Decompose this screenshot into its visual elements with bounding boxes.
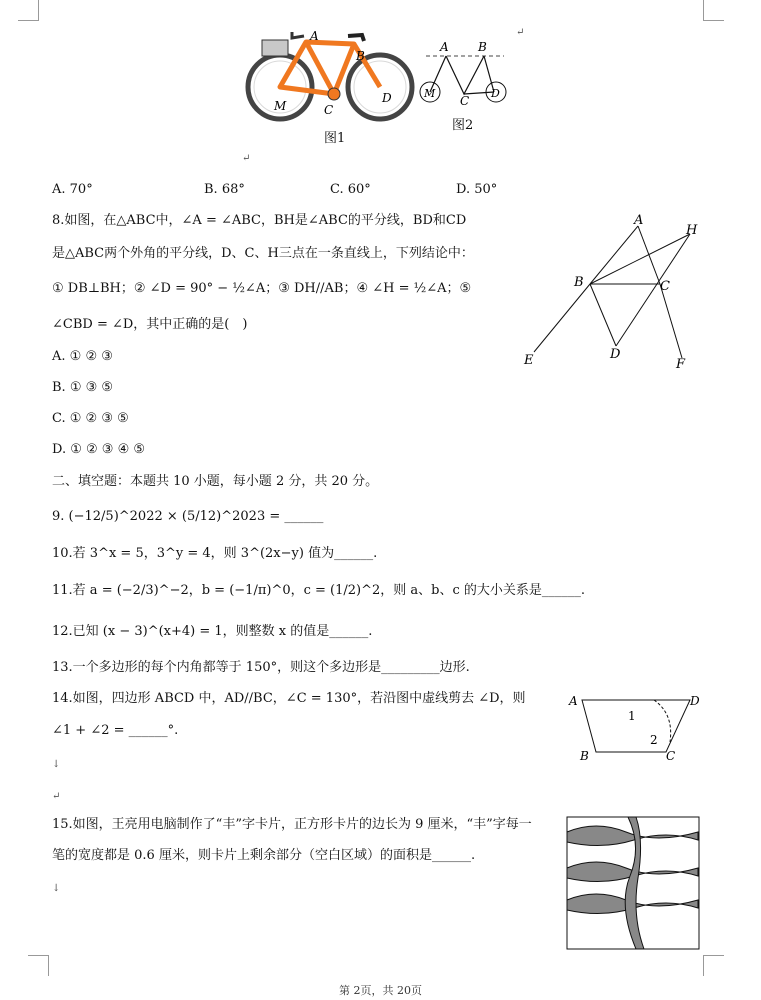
fig2-schematic	[416, 38, 512, 106]
fig2-caption: 图2	[452, 118, 474, 133]
q8-label-B: B	[574, 275, 584, 290]
q14-trapezoid-figure	[566, 690, 702, 766]
crop-mark-bottom-right	[703, 955, 724, 976]
q8-label-A: A	[634, 213, 644, 228]
q8-label-F: F	[676, 357, 686, 372]
bike-label-M: M	[274, 99, 287, 113]
section-2-heading: 二、填空题：本题共 10 小题，每小题 2 分，共 20 分。	[52, 474, 379, 489]
q8-option-a: A. ① ② ③	[52, 349, 113, 364]
q8-line-1: 8.如图，在△ABC中，∠A = ∠ABC，BH是∠ABC的平分线，BD和CD	[52, 213, 467, 228]
q7-option-b: B. 68°	[204, 182, 245, 197]
q7-option-c: C. 60°	[330, 182, 371, 197]
q7-option-d: D. 50°	[456, 182, 498, 197]
q8-label-H: H	[686, 223, 698, 238]
q8-line-3: ① DB⊥BH；② ∠D = 90° − ½∠A；③ DH//AB；④ ∠H = ½∠A；⑤	[52, 281, 472, 296]
crop-mark-top-right	[703, 0, 724, 21]
bike-label-C: C	[324, 103, 334, 117]
q14-label-1: 1	[628, 709, 636, 723]
q14-label-B: B	[580, 749, 589, 763]
q8-line-4: ∠CBD = ∠D，其中正确的是( )	[52, 317, 248, 332]
crop-mark-bottom-left	[28, 955, 49, 976]
q15-card-figure	[566, 816, 700, 950]
q8-label-D: D	[610, 347, 621, 362]
q14-label-A: A	[569, 694, 578, 708]
question-10: 10.若 3^x = 5，3^y = 4，则 3^(2x−y) 值为______.	[52, 546, 378, 561]
bike-frame	[280, 42, 380, 94]
bike-label-A: A	[310, 29, 319, 43]
q8-option-b: B. ① ③ ⑤	[52, 380, 114, 395]
fig1-caption: 图1	[324, 131, 346, 146]
paragraph-mark: ↓	[52, 759, 61, 770]
q14-label-2: 2	[650, 733, 658, 747]
q8-option-c: C. ① ② ③ ⑤	[52, 411, 129, 426]
q8-geometry-figure	[520, 212, 700, 372]
bicycle-figure	[244, 22, 416, 124]
bike-basket	[262, 40, 288, 56]
fig2-label-A: A	[440, 40, 449, 54]
paragraph-mark: ↵	[52, 791, 61, 802]
bike-label-D: D	[382, 91, 392, 105]
question-13: 13.一个多边形的每个内角都等于 150°，则这个多边形是_________边形.	[52, 660, 470, 675]
fig2-label-M: M	[424, 87, 436, 100]
q14-label-D: D	[690, 694, 700, 708]
question-12: 12.已知 (x − 3)^(x+4) = 1，则整数 x 的值是______.	[52, 624, 373, 639]
paragraph-mark: ↵	[516, 27, 525, 38]
q8-label-C: C	[660, 279, 670, 294]
q14-line-1: 14.如图，四边形 ABCD 中，AD//BC，∠C = 130°，若沿图中虚线剪去 ∠D，则	[52, 691, 526, 706]
fig2-label-B: B	[478, 40, 487, 54]
q8-line-2: 是△ABC两个外角的平分线，D、C、H三点在一条直线上，下列结论中：	[52, 246, 474, 261]
crop-mark-top-left	[18, 0, 39, 21]
q7-option-a: A. 70°	[52, 182, 93, 197]
page-footer: 第 2页，共 20页	[339, 984, 422, 997]
paragraph-mark: ↵	[242, 153, 251, 164]
question-11: 11.若 a = (−2/3)^−2，b = (−1/π)^0，c = (1/2)^2，则 a、b、c 的大小关系是______.	[52, 583, 586, 598]
q14-label-C: C	[666, 749, 676, 763]
q8-label-E: E	[524, 353, 534, 368]
bike-label-B: B	[356, 49, 365, 63]
fig2-label-D: D	[491, 87, 500, 100]
fig2-label-C: C	[460, 94, 470, 106]
paragraph-mark: ↓	[52, 883, 61, 894]
q15-line-1: 15.如图，王亮用电脑制作了“丰”字卡片，正方形卡片的边长为 9 厘米，“丰”字每一	[52, 817, 532, 832]
question-9: 9. (−12/5)^2022 × (5/12)^2023 = ______	[52, 509, 324, 524]
q15-line-2: 笔的宽度都是 0.6 厘米，则卡片上剩余部分（空白区域）的面积是______.	[52, 848, 476, 863]
q14-line-2: ∠1 + ∠2 = ______°.	[52, 723, 179, 738]
q8-option-d: D. ① ② ③ ④ ⑤	[52, 442, 146, 457]
